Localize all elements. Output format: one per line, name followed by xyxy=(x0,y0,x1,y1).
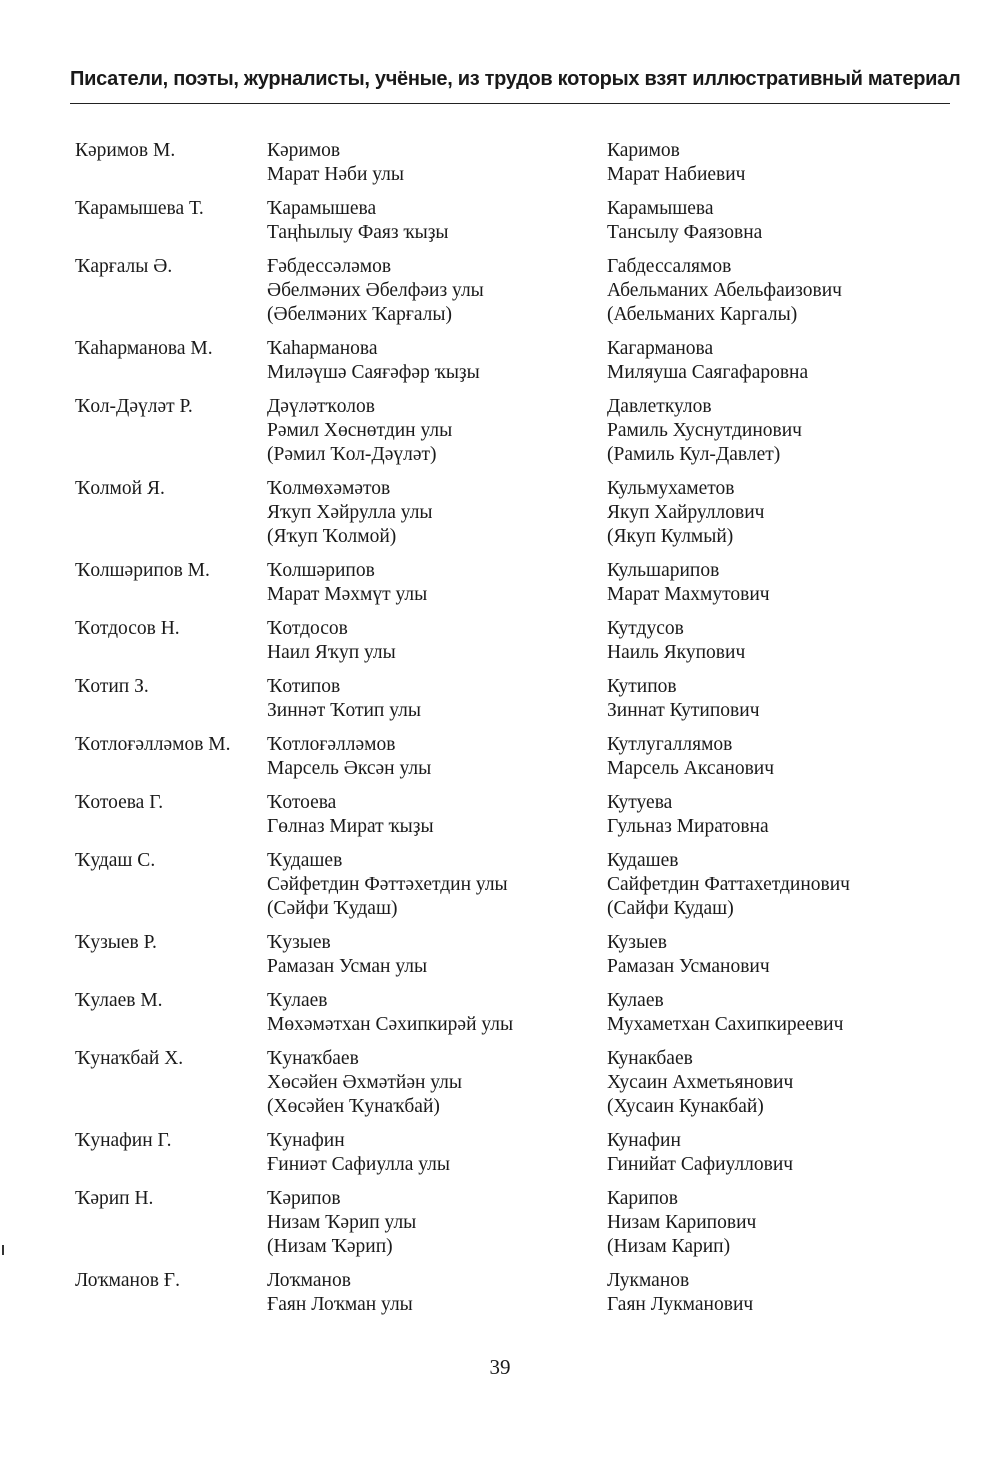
russian-full-name-line: (Якуп Кулмый) xyxy=(607,526,734,547)
bashkir-full-name xyxy=(267,791,607,839)
russian-full-name xyxy=(607,139,937,187)
bashkir-full-name-line: Ҡотипов xyxy=(267,676,341,697)
short-name: Ҡотоева Г. xyxy=(75,792,164,813)
short-name: Ҡулаев М. xyxy=(75,990,163,1011)
russian-full-name xyxy=(607,1047,937,1119)
russian-full-name-line: Низам Карипович xyxy=(607,1212,757,1233)
russian-full-name-line: (Сайфи Кудаш) xyxy=(607,898,734,919)
russian-full-name-line: Кузыев xyxy=(607,932,667,953)
russian-full-name-line: Марат Набиевич xyxy=(607,164,746,185)
russian-full-name xyxy=(607,1129,937,1177)
bashkir-full-name-line: (Хөсәйен Ҡунаҡбай) xyxy=(267,1096,440,1117)
russian-full-name xyxy=(607,255,937,327)
russian-full-name-line: Габдессалямов xyxy=(607,256,732,277)
russian-full-name-line: Сайфетдин Фаттахетдинович xyxy=(607,874,850,895)
short-name: Ҡарамышева Т. xyxy=(75,198,204,219)
bashkir-full-name-line: Ҡаһарманова xyxy=(267,338,378,359)
russian-full-name-line: Наиль Якупович xyxy=(607,642,746,663)
bashkir-full-name-line: Ҡарамышева xyxy=(267,198,377,219)
russian-full-name-line: Рамазан Усманович xyxy=(607,956,770,977)
russian-full-name-line: Каримов xyxy=(607,140,680,161)
short-name: Ҡолшәрипов М. xyxy=(75,560,210,581)
russian-full-name-line: Гинийат Сафиуллович xyxy=(607,1154,794,1175)
bashkir-full-name-line: Марат Нәби улы xyxy=(267,164,404,185)
bashkir-full-name xyxy=(267,733,607,781)
bashkir-full-name-line: (Әбелмәних Ҡарғалы) xyxy=(267,304,452,325)
bashkir-full-name xyxy=(267,1129,607,1177)
bashkir-full-name-line: Ҡолшәрипов xyxy=(267,560,375,581)
page-header: Писатели, поэты, журналисты, учёные, из трудов которых взят иллюстративный материал xyxy=(70,68,961,90)
author-entry xyxy=(75,1187,935,1259)
bashkir-full-name xyxy=(267,139,607,187)
bashkir-full-name-line: Зиннәт Ҡотип улы xyxy=(267,700,421,721)
bashkir-full-name xyxy=(267,849,607,921)
author-entry xyxy=(75,1129,935,1177)
russian-full-name xyxy=(607,791,937,839)
russian-full-name-line: Хусаин Ахметьянович xyxy=(607,1072,794,1093)
short-name: Ҡарғалы Ә. xyxy=(75,256,173,277)
russian-full-name-line: Карамышева xyxy=(607,198,714,219)
bashkir-full-name xyxy=(267,477,607,549)
short-name: Ҡотлоғәлләмов М. xyxy=(75,734,231,755)
russian-full-name-line: Гаян Лукманович xyxy=(607,1294,754,1315)
bashkir-full-name-line: Ғәбдессәләмов xyxy=(267,256,392,277)
bashkir-full-name-line: (Яҡуп Ҡолмой) xyxy=(267,526,397,547)
bashkir-full-name-line: Хөсәйен Әхмәтйән улы xyxy=(267,1072,463,1093)
russian-full-name-line: Давлеткулов xyxy=(607,396,712,417)
russian-full-name-line: Гульназ Миратовна xyxy=(607,816,769,837)
bashkir-full-name-line: Лоҡманов xyxy=(267,1270,351,1291)
short-name: Кәримов М. xyxy=(75,140,176,161)
russian-full-name-line: (Рамиль Кул-Давлет) xyxy=(607,444,781,465)
bashkir-full-name-line: Ҡунаҡбаев xyxy=(267,1048,359,1069)
russian-full-name xyxy=(607,617,937,665)
bashkir-full-name-line: Ҡузыев xyxy=(267,932,331,953)
bashkir-full-name-line: Мөхәмәтхан Сәхипкирәй улы xyxy=(267,1014,514,1035)
bashkir-full-name-line: (Рәмил Ҡол-Дәүләт) xyxy=(267,444,437,465)
bashkir-full-name-line: Ғаян Лоҡман улы xyxy=(267,1294,413,1315)
author-list xyxy=(75,139,935,1327)
russian-full-name-line: Тансылу Фаязовна xyxy=(607,222,763,243)
bashkir-full-name-line: Ҡулаев xyxy=(267,990,328,1011)
russian-full-name-line: (Низам Карип) xyxy=(607,1236,731,1257)
bashkir-full-name xyxy=(267,197,607,245)
author-entry xyxy=(75,849,935,921)
russian-full-name xyxy=(607,197,937,245)
russian-full-name-line: Кутуева xyxy=(607,792,673,813)
author-entry xyxy=(75,255,935,327)
author-entry xyxy=(75,931,935,979)
bashkir-full-name-line: Дәүләтҡолов xyxy=(267,396,375,417)
russian-full-name-line: Якуп Хайруллович xyxy=(607,502,765,523)
bashkir-full-name xyxy=(267,395,607,467)
bashkir-full-name-line: Низам Ҡәрип улы xyxy=(267,1212,417,1233)
short-name: Ҡол-Дәүләт Р. xyxy=(75,396,193,417)
bashkir-full-name-line: Таңһылыу Фаяз ҡыҙы xyxy=(267,222,449,243)
russian-full-name xyxy=(607,337,937,385)
short-name: Ҡолмой Я. xyxy=(75,478,165,499)
russian-full-name xyxy=(607,989,937,1037)
russian-full-name-line: Кутдусов xyxy=(607,618,684,639)
page-number: 39 xyxy=(489,1355,511,1379)
bashkir-full-name-line: Ғиниәт Сафиулла улы xyxy=(267,1154,450,1175)
russian-full-name xyxy=(607,559,937,607)
bashkir-full-name xyxy=(267,1047,607,1119)
bashkir-full-name xyxy=(267,675,607,723)
author-entry xyxy=(75,337,935,385)
author-entry xyxy=(75,559,935,607)
bashkir-full-name-line: Кәримов xyxy=(267,140,341,161)
author-entry xyxy=(75,395,935,467)
russian-full-name-line: Рамиль Хуснутдинович xyxy=(607,420,802,441)
short-name: Ҡәрип Н. xyxy=(75,1188,154,1209)
author-entry xyxy=(75,477,935,549)
bashkir-full-name-line: Ҡотоева xyxy=(267,792,337,813)
bashkir-full-name-line: Миләүшә Саяғәфәр ҡыҙы xyxy=(267,362,480,383)
russian-full-name-line: Кудашев xyxy=(607,850,679,871)
russian-full-name xyxy=(607,733,937,781)
short-name: Ҡудаш С. xyxy=(75,850,156,871)
author-entry xyxy=(75,675,935,723)
russian-full-name xyxy=(607,395,937,467)
bashkir-full-name-line: (Низам Ҡәрип) xyxy=(267,1236,393,1257)
russian-full-name xyxy=(607,675,937,723)
author-entry xyxy=(75,139,935,187)
russian-full-name-line: Кутлугаллямов xyxy=(607,734,733,755)
author-entry xyxy=(75,733,935,781)
russian-full-name-line: Карипов xyxy=(607,1188,678,1209)
russian-full-name xyxy=(607,1269,937,1317)
bashkir-full-name xyxy=(267,255,607,327)
bashkir-full-name-line: Әбелмәних Әбелфәиз улы xyxy=(267,280,484,301)
author-entry xyxy=(75,617,935,665)
russian-full-name xyxy=(607,1187,937,1259)
russian-full-name-line: Кутипов xyxy=(607,676,677,697)
author-entry xyxy=(75,1047,935,1119)
bashkir-full-name xyxy=(267,617,607,665)
bashkir-full-name-line: Яҡуп Хәйрулла улы xyxy=(267,502,433,523)
bashkir-full-name-line: Ҡотлоғәлләмов xyxy=(267,734,396,755)
russian-full-name-line: Марат Махмутович xyxy=(607,584,770,605)
russian-full-name-line: Кульшарипов xyxy=(607,560,720,581)
bashkir-full-name-line: Марсель Әксән улы xyxy=(267,758,432,779)
author-entry xyxy=(75,1269,935,1317)
russian-full-name-line: Мухаметхан Сахипкиреевич xyxy=(607,1014,844,1035)
russian-full-name-line: Кульмухаметов xyxy=(607,478,735,499)
header-rule xyxy=(70,103,950,104)
russian-full-name-line: Абельманих Абельфаизович xyxy=(607,280,842,301)
short-name: Ҡунафин Г. xyxy=(75,1130,172,1151)
russian-full-name xyxy=(607,931,937,979)
russian-full-name-line: Кунафин xyxy=(607,1130,681,1151)
short-name: Ҡотип З. xyxy=(75,676,149,697)
russian-full-name-line: Кунакбаев xyxy=(607,1048,693,1069)
bashkir-full-name-line: Марат Мәхмүт улы xyxy=(267,584,428,605)
russian-full-name-line: (Абельманих Каргалы) xyxy=(607,304,798,325)
bashkir-full-name-line: (Сәйфи Ҡудаш) xyxy=(267,898,398,919)
bashkir-full-name-line: Ҡудашев xyxy=(267,850,343,871)
bashkir-full-name xyxy=(267,337,607,385)
russian-full-name-line: Лукманов xyxy=(607,1270,690,1291)
bashkir-full-name-line: Ҡотдосов xyxy=(267,618,348,639)
bashkir-full-name-line: Сәйфетдин Фәттәхетдин улы xyxy=(267,874,508,895)
russian-full-name-line: Миляуша Саягафаровна xyxy=(607,362,809,383)
author-entry xyxy=(75,197,935,245)
russian-full-name-line: Марсель Аксанович xyxy=(607,758,775,779)
russian-full-name xyxy=(607,849,937,921)
bashkir-full-name-line: Рамазан Усман улы xyxy=(267,956,428,977)
short-name: Ҡунаҡбай Х. xyxy=(75,1048,184,1069)
russian-full-name xyxy=(607,477,937,549)
bashkir-full-name-line: Гөлназ Мират ҡыҙы xyxy=(267,816,434,837)
bashkir-full-name-line: Наил Яҡуп улы xyxy=(267,642,396,663)
bashkir-full-name xyxy=(267,989,607,1037)
bashkir-full-name-line: Рәмил Хөснөтдин улы xyxy=(267,420,453,441)
russian-full-name-line: Зиннат Кутипович xyxy=(607,700,760,721)
short-name: Ҡотдосов Н. xyxy=(75,618,180,639)
author-entry xyxy=(75,791,935,839)
bashkir-full-name xyxy=(267,1187,607,1259)
bashkir-full-name xyxy=(267,1269,607,1317)
bashkir-full-name-line: Ҡунафин xyxy=(267,1130,345,1151)
russian-full-name-line: Кулаев xyxy=(607,990,664,1011)
russian-full-name-line: (Хусаин Кунакбай) xyxy=(607,1096,764,1117)
author-entry xyxy=(75,989,935,1037)
bashkir-full-name xyxy=(267,931,607,979)
bashkir-full-name xyxy=(267,559,607,607)
short-name: Ҡаһарманова М. xyxy=(75,338,213,359)
short-name: Лоҡманов Ғ. xyxy=(75,1270,180,1291)
bashkir-full-name-line: Ҡәрипов xyxy=(267,1188,341,1209)
bashkir-full-name-line: Ҡолмөхәмәтов xyxy=(267,478,391,499)
russian-full-name-line: Кагарманова xyxy=(607,338,714,359)
margin-mark xyxy=(2,1245,4,1255)
short-name: Ҡузыев Р. xyxy=(75,932,157,953)
